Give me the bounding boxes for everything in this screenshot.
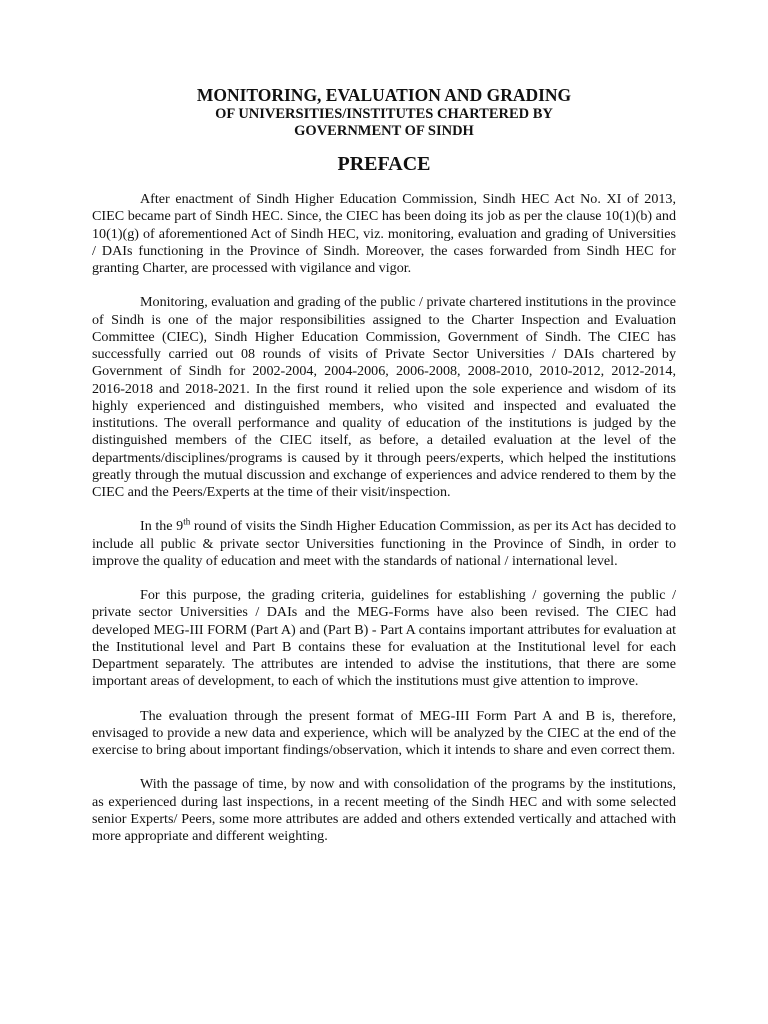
- paragraph-3: [92, 518, 676, 570]
- paragraph-6: With the passage of time, by now and with consolidation of the programs by the institutions, as experienced during last inspections, in a recent meeting of the Sindh HEC and with some selected senior Experts/ Peers, some more attributes are added and others extended vertically and attached with more appropriate and different weighting.: [92, 776, 676, 844]
- ordinal-superscript: th: [183, 516, 191, 527]
- paragraph-4: For this purpose, the grading criteria, guidelines for establishing / governing the public / private sector Universities / DAIs and the MEG-Forms have also been revised. The CIEC had developed MEG-III FORM (Part A) and (Part B) - Part A contains important attributes for evaluation at the Institutional level and Part B contains these for evaluation at the Institutional level for each Department separately. The attributes are intended to advise the institutions, that there are some important areas of development, to each of which the institutions must give attention to improve.: [92, 587, 676, 690]
- paragraph-1: After enactment of Sindh Higher Education Commission, Sindh HEC Act No. XI of 2013, CIEC became part of Sindh HEC. Since, the CIEC has been doing its job as per the clause 10(1)(b) and 10(1)(g) of aforementioned Act of Sindh HEC, viz. monitoring, evaluation and grading of Universities / DAIs functioning in the Province of Sindh. Moreover, the cases forwarded from Sindh HEC for granting Charter, are processed with vigilance and vigor.: [92, 191, 676, 276]
- document-title: MONITORING, EVALUATION AND GRADING: [196, 85, 572, 105]
- document-subtitle-line1: OF UNIVERSITIES/INSTITUTES CHARTERED BY: [215, 106, 553, 122]
- preface-heading: PREFACE: [337, 153, 431, 175]
- paragraph-3-start: In the 9: [140, 518, 184, 535]
- paragraph-5: The evaluation through the present format of MEG-III Form Part A and B is, therefore, envisaged to provide a new data and experience, which will be analyzed by the CIEC at the end of the exercise to bring about important findings/observation, which it intends to share and even correct them.: [92, 707, 676, 758]
- paragraph-2: Monitoring, evaluation and grading of the public / private chartered institutions in the province of Sindh is one of the major responsibilities assigned to the Charter Inspection and Evaluation Committee (CIEC), Sindh Higher Education Commission, Government of Sindh. The CIEC has successfully carried out 08 rounds of visits of Private Sector Universities / DAIs chartered by Government of Sindh for 2002-2004, 2004-2006, 2006-2008, 2008-2010, 2010-2012, 2012-2014, 2016-2018 and 2018-2021. In the first round it relied upon the sole experience and wisdom of its highly experienced and distinguished members, who visited and inspected and evaluated the institutions. The overall performance and quality of education of the institutions is judged by the distinguished members of the CIEC itself, as before, a detailed evaluation at the level of the departments/disciplines/programs is caused by it through peers/experts, which helped the institutions greatly through the mutual discussion and exchange of experiences and advice rendered to them by the CIEC and the Peers/Experts at the time of their visit/inspection.: [92, 294, 676, 500]
- document-subtitle-line2: GOVERNMENT OF SINDH: [294, 123, 474, 139]
- paragraph-3-rest: round of visits the Sindh Higher Education Commission, as per its Act has decided to include all public & private sector Universities functioning in the Province of Sindh, in order to improve the quality of education and meet with the standards of national / international level.: [92, 518, 676, 569]
